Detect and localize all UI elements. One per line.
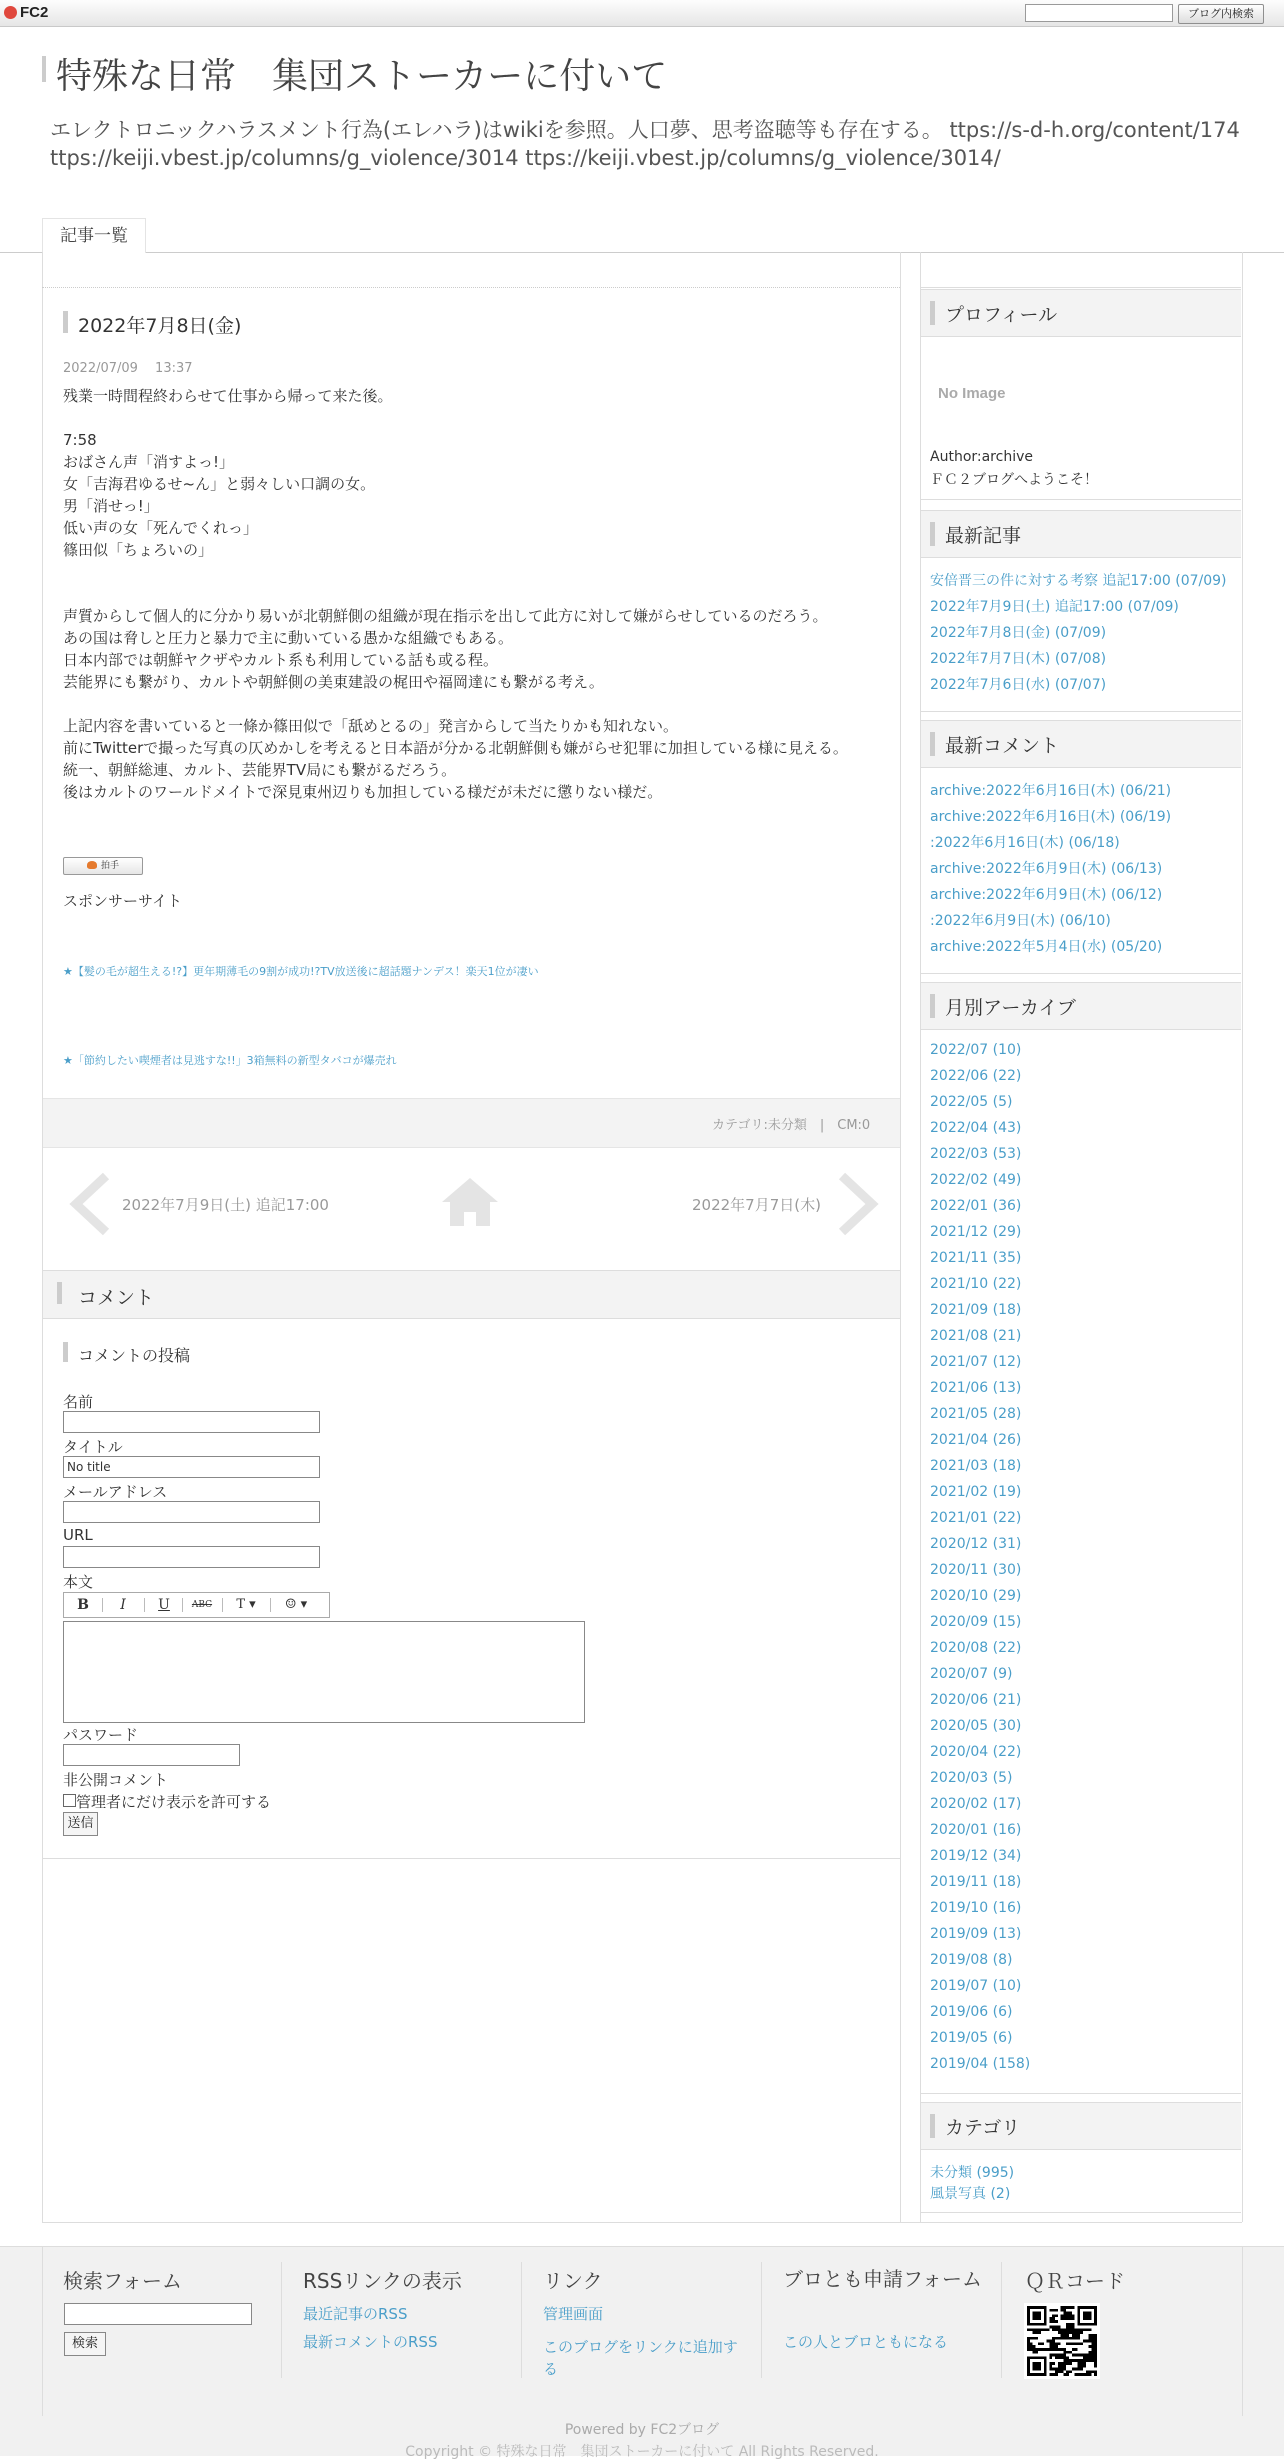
body-label: 本文 — [63, 1573, 94, 1591]
sponsor-ad-link[interactable]: ★「節約したい喫煙者は見逃すな!!」3箱無料の新型タバコが爆売れ — [63, 1054, 397, 1067]
archive-link[interactable]: 2022/01 (36) — [930, 1198, 1022, 1214]
archive-link[interactable]: 2022/05 (5) — [930, 1094, 1013, 1110]
home-icon[interactable] — [440, 1176, 500, 1228]
article-title: 2022年7月8日(金) — [78, 315, 242, 337]
post-title-accent — [63, 1342, 68, 1362]
archive-link[interactable]: 2021/03 (18) — [930, 1458, 1022, 1474]
sidebar-divider — [921, 2212, 1241, 2213]
friend-request-link[interactable]: この人とブロともになる — [783, 2333, 949, 2351]
archive-link[interactable]: 2022/03 (53) — [930, 1146, 1022, 1162]
archive-link[interactable]: 2020/07 (9) — [930, 1666, 1013, 1682]
qr-code-icon — [1024, 2303, 1100, 2379]
tab-article-list[interactable]: 記事一覧 — [42, 218, 146, 253]
rss-link[interactable]: 最新コメントのRSS — [303, 2333, 438, 2351]
editor-toolbar — [63, 1592, 330, 1618]
article-paragraph: 7:58 おばさん声「消すよっ!」 女「吉海君ゆるせ~ん」と弱々しい口調の女。 男「消せっ!」 低い声の女「死んでくれっ」 篠田似「ちょろいの」 — [63, 431, 376, 559]
recent-comment-link[interactable]: archive:2022年5月4日(水) (05/20) — [930, 939, 1163, 955]
category-link[interactable]: 未分類 (995) — [930, 2165, 1015, 2181]
categories-heading: カテゴリ — [945, 2117, 1021, 2139]
footer-column-divider — [281, 2262, 282, 2378]
clap-icon — [87, 861, 97, 869]
recent-comment-link[interactable]: :2022年6月9日(木) (06/10) — [930, 913, 1111, 929]
article-paragraph: 声質からして個人的に分かり易いが北朝鮮側の組織が現在指示を出して此方に対して嫌がらせしているのだろう。 あの国は脅しと圧力と暴力で主に動いている愚かな組織でもある。 日本内部では朝鮮ヤクザやカルト系も利用している話も或る程。 芸能界にも繋がり、カルトや朝鮮側の美東建設の梶田や福岡達にも繋がる考え。 — [63, 607, 828, 691]
archive-link[interactable]: 2022/06 (22) — [930, 1068, 1022, 1084]
archive-link[interactable]: 2020/06 (21) — [930, 1692, 1022, 1708]
sponsor-heading: スポンサーサイト — [63, 892, 182, 910]
recent-comments-heading: 最新コメント — [945, 735, 1060, 757]
name-field[interactable] — [63, 1411, 320, 1433]
archive-link[interactable]: 2020/08 (22) — [930, 1640, 1022, 1656]
toolbar-separator — [102, 1598, 103, 1612]
archive-link[interactable]: 2021/01 (22) — [930, 1510, 1022, 1526]
category-link[interactable]: 風景写真 (2) — [930, 2186, 1011, 2202]
archive-link[interactable]: 2021/10 (22) — [930, 1276, 1022, 1292]
chevron-right-icon[interactable] — [836, 1172, 880, 1236]
rss-link[interactable]: 最近記事のRSS — [303, 2305, 408, 2323]
sidebar-divider — [921, 2093, 1241, 2094]
private-comment-label: 非公開コメント — [63, 1771, 169, 1789]
archive-link[interactable]: 2022/02 (49) — [930, 1172, 1022, 1188]
archive-link[interactable]: 2021/02 (19) — [930, 1484, 1022, 1500]
friend-request-heading: ブロとも申請フォーム — [783, 2267, 982, 2291]
comment-heading: コメント — [78, 1287, 155, 1309]
footer-column-divider — [1001, 2262, 1002, 2378]
archive-link[interactable]: 2019/05 (6) — [930, 2030, 1013, 2046]
title-field[interactable]: No title — [63, 1456, 320, 1478]
sidebar-divider — [921, 499, 1241, 500]
profile-heading: プロフィール — [945, 304, 1058, 326]
archives-header — [921, 982, 1241, 1030]
sidebar-divider — [921, 973, 1241, 974]
url-label: URL — [63, 1526, 93, 1544]
links-heading: リンク — [543, 2269, 603, 2293]
article-paragraph: 残業一時間程終わらせて仕事から帰って来た後。 — [63, 387, 393, 405]
toolbar-separator — [270, 1598, 271, 1612]
blog-search-button[interactable]: ブログ内検索 — [1178, 4, 1264, 24]
private-option-label[interactable]: 管理者にだけ表示を許可する — [76, 1793, 272, 1811]
archive-link[interactable]: 2022/07 (10) — [930, 1042, 1022, 1058]
archive-link[interactable]: 2021/05 (28) — [930, 1406, 1022, 1422]
next-article-link[interactable]: 2022年7月7日(木) — [692, 1196, 821, 1214]
archive-link[interactable]: 2019/08 (8) — [930, 1952, 1013, 1968]
sidebar-divider — [921, 711, 1241, 712]
italic-button[interactable]: I — [120, 1597, 126, 1613]
email-field[interactable] — [63, 1501, 320, 1523]
content-frame-bottom — [42, 2222, 1242, 2223]
blog-title[interactable]: 特殊な日常 集団ストーカーに付いて — [56, 56, 668, 97]
profile-header — [921, 289, 1241, 337]
column-divider — [900, 252, 901, 2222]
toolbar-separator — [182, 1598, 183, 1612]
title-accent — [42, 56, 46, 82]
recent-comments-header — [921, 720, 1241, 768]
footer-column-divider — [761, 2262, 762, 2378]
archive-link[interactable]: 2020/04 (22) — [930, 1744, 1022, 1760]
comment-body-textarea[interactable] — [63, 1621, 585, 1723]
fc2-logo[interactable]: FC2 — [4, 4, 48, 21]
admin-link[interactable]: 管理画面 — [543, 2305, 604, 2323]
archive-link[interactable]: 2019/12 (34) — [930, 1848, 1022, 1864]
heading-accent — [930, 994, 935, 1018]
text-color-button[interactable]: T ▾ — [236, 1597, 256, 1612]
sidebar-top-divider — [920, 287, 1241, 288]
comment-header — [43, 1271, 900, 1319]
footer-search-heading: 検索フォーム — [63, 2269, 182, 2293]
archive-link[interactable]: 2021/04 (26) — [930, 1432, 1022, 1448]
recent-comment-link[interactable]: archive:2022年6月9日(木) (06/13) — [930, 861, 1163, 877]
archive-link[interactable]: 2019/10 (16) — [930, 1900, 1022, 1916]
archive-link[interactable]: 2022/04 (43) — [930, 1120, 1022, 1136]
recent-comment-link[interactable]: archive:2022年6月9日(木) (06/12) — [930, 887, 1163, 903]
blog-description: エレクトロニックハラスメント行為(エレハラ)はwikiを参照。人口夢、思考盗聴等も存在する。 ttps://s-d-h.org/content/174 ttps://keiji.vbest.jp/columns/g_violence/3014 ttps://keiji.vbest.jp/columns/g_violence/3014/ — [50, 118, 1240, 170]
article-paragraph: 上記内容を書いていると一條か篠田似で「舐めとるの」発言からして当たりかも知れない。 前にTwitterで撮った写真の仄めかしを考えると日本語が分かる北朝鮮側も嫌がらせ犯罪に加担している様に見える。 統一、朝鮮総連、カルト、芸能界TV局にも繋がるだろう。 後はカルトのワールドメイトで深見東州辺りも加担している様だが未だに懲りない様だ。 — [63, 717, 848, 801]
add-link-link[interactable]: このブログをリンクに追加する — [543, 2338, 738, 2378]
profile-welcome: ＦＣ２ブログへようこそ！ — [930, 472, 1098, 488]
recent-post-link[interactable]: 2022年7月9日(土) 追記17:00 (07/09) — [930, 599, 1179, 615]
emoji-button[interactable]: ☺ ▾ — [284, 1597, 308, 1612]
submit-button[interactable]: 送信 — [63, 1812, 98, 1836]
archive-link[interactable]: 2021/11 (35) — [930, 1250, 1022, 1266]
bold-button[interactable]: B — [77, 1597, 89, 1613]
fc2-logo-icon — [4, 6, 17, 19]
profile-author: Author:archive — [930, 449, 1033, 465]
recent-comment-link[interactable]: :2022年6月16日(木) (06/18) — [930, 835, 1120, 851]
rss-heading: RSSリンクの表示 — [303, 2269, 462, 2293]
powered-by[interactable]: Powered by FC2ブログ — [564, 2422, 720, 2438]
password-field[interactable] — [63, 1744, 240, 1766]
prev-article-link[interactable]: 2022年7月9日(土) 追記17:00 — [122, 1196, 329, 1214]
archive-link[interactable]: 2019/04 (158) — [930, 2056, 1031, 2072]
heading-accent — [930, 2114, 935, 2138]
recent-post-link[interactable]: 2022年7月7日(木) (07/08) — [930, 651, 1107, 667]
title-label: タイトル — [63, 1438, 123, 1456]
archive-link[interactable]: 2020/11 (30) — [930, 1562, 1022, 1578]
categories-header — [921, 2102, 1241, 2150]
chevron-left-icon[interactable] — [68, 1172, 112, 1236]
comment-post-heading: コメントの投稿 — [78, 1346, 191, 1365]
strikethrough-button[interactable]: ABC — [191, 1600, 213, 1610]
recent-posts-heading: 最新記事 — [945, 525, 1022, 547]
article-meta[interactable]: カテゴリ:未分類 | CM:0 — [712, 1118, 871, 1133]
recent-post-link[interactable]: 2022年7月6日(水) (07/07) — [930, 677, 1107, 693]
recent-posts-header — [921, 510, 1241, 558]
url-field[interactable] — [63, 1546, 320, 1568]
heading-accent — [930, 522, 935, 546]
main-top-divider — [42, 287, 900, 288]
archive-link[interactable]: 2021/09 (18) — [930, 1302, 1022, 1318]
archive-link[interactable]: 2021/07 (12) — [930, 1354, 1022, 1370]
heading-accent — [930, 732, 935, 756]
name-label: 名前 — [63, 1393, 94, 1411]
copyright: Copyright © 特殊な日常 集団ストーカーに付いて All Rights Reserved. — [405, 2444, 879, 2460]
clap-button[interactable]: 拍手 — [63, 857, 143, 875]
recent-comment-link[interactable]: archive:2022年6月16日(木) (06/21) — [930, 783, 1172, 799]
footer-column-divider — [521, 2262, 522, 2378]
archive-link[interactable]: 2020/05 (30) — [930, 1718, 1022, 1734]
archive-link[interactable]: 2019/11 (18) — [930, 1874, 1022, 1890]
archive-link[interactable]: 2019/09 (13) — [930, 1926, 1022, 1942]
toolbar-separator — [144, 1598, 145, 1612]
heading-accent — [930, 301, 935, 325]
footer-search-button[interactable]: 検索 — [64, 2332, 106, 2356]
archive-link[interactable]: 2020/09 (15) — [930, 1614, 1022, 1630]
underline-button[interactable]: U — [158, 1597, 170, 1613]
toolbar-separator — [222, 1598, 223, 1612]
footer-search-input[interactable] — [64, 2303, 252, 2325]
recent-post-link[interactable]: 安倍晋三の件に対する考察 追記17:00 (07/09) — [930, 573, 1227, 589]
recent-comment-link[interactable]: archive:2022年6月16日(木) (06/19) — [930, 809, 1172, 825]
article-title-accent — [63, 311, 68, 333]
email-label: メールアドレス — [63, 1483, 168, 1501]
archive-link[interactable]: 2020/10 (29) — [930, 1588, 1022, 1604]
comment-title-accent — [57, 1282, 62, 1304]
avatar: No Image — [938, 385, 1006, 402]
archive-link[interactable]: 2020/01 (16) — [930, 1822, 1022, 1838]
archive-link[interactable]: 2020/03 (5) — [930, 1770, 1013, 1786]
recent-post-link[interactable]: 2022年7月8日(金) (07/09) — [930, 625, 1107, 641]
qr-heading: ＱＲコード — [1025, 2269, 1125, 2293]
main-bottom-divider — [43, 1858, 900, 1859]
archives-heading: 月別アーカイブ — [945, 997, 1076, 1019]
archive-link[interactable]: 2019/07 (10) — [930, 1978, 1022, 1994]
private-checkbox[interactable] — [63, 1794, 76, 1807]
article-date: 2022/07/09 13:37 — [63, 361, 193, 376]
archive-link[interactable]: 2021/08 (21) — [930, 1328, 1022, 1344]
archive-link[interactable]: 2020/02 (17) — [930, 1796, 1022, 1812]
archive-link[interactable]: 2021/12 (29) — [930, 1224, 1022, 1240]
sponsor-ad-link[interactable]: ★【髪の毛が超生える!?】更年期薄毛の9割が成功!?TV放送後に超話題ナンデス！楽天1位が凄い — [63, 965, 539, 978]
archive-link[interactable]: 2019/06 (6) — [930, 2004, 1013, 2020]
archive-link[interactable]: 2021/06 (13) — [930, 1380, 1022, 1396]
password-label: パスワード — [63, 1726, 139, 1744]
blog-search-input[interactable] — [1025, 4, 1173, 22]
archive-link[interactable]: 2020/12 (31) — [930, 1536, 1022, 1552]
